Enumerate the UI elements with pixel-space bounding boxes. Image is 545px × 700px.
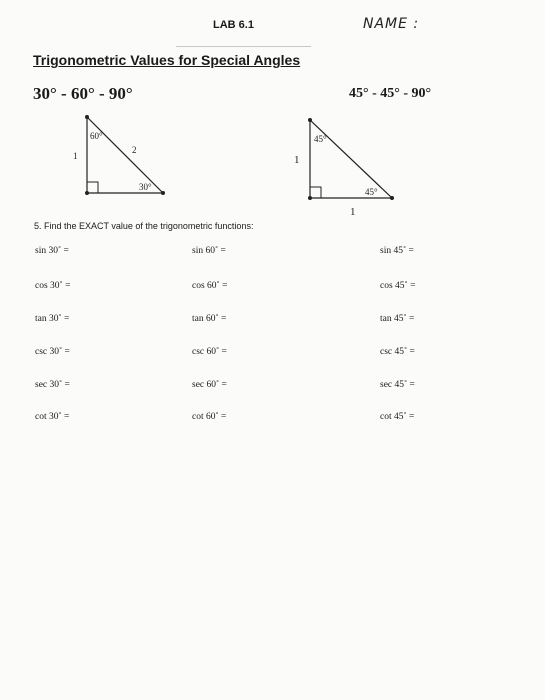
triangle-45-45-90-heading: 45° - 45° - 90° — [349, 86, 432, 101]
prompt-cos-30: cos 30˚ = — [35, 281, 71, 291]
leg-label-horizontal: 1 — [350, 206, 356, 218]
prompt-sec-45: sec 45˚ = — [380, 380, 415, 390]
angle-label-45-top: 45° — [314, 134, 327, 144]
angle-label-45-bottom: 45° — [365, 187, 378, 197]
prompt-csc-45: csc 45˚ = — [380, 347, 415, 357]
prompt-cos-60: cos 60˚ = — [192, 281, 228, 291]
triangle-30-60-90 — [85, 115, 165, 195]
prompt-sin-30: sin 30˚ = — [35, 246, 69, 256]
prompt-cot-45: cot 45˚ = — [380, 412, 415, 422]
name-label: NAME : — [363, 16, 420, 32]
prompt-tan-45: tan 45˚ = — [380, 314, 415, 324]
prompt-tan-60: tan 60˚ = — [192, 314, 227, 324]
prompt-csc-30: csc 30˚ = — [35, 347, 70, 357]
prompt-sin-60: sin 60˚ = — [192, 246, 226, 256]
page-title: Trigonometric Values for Special Angles — [33, 52, 301, 68]
angle-label-30: 30° — [139, 182, 152, 192]
triangle-30-60-90-heading: 30° - 60° - 90° — [33, 84, 133, 103]
prompt-sec-60: sec 60˚ = — [192, 380, 227, 390]
leg-label-vertical: 1 — [294, 154, 300, 166]
prompt-tan-30: tan 30˚ = — [35, 314, 70, 324]
triangle-45-45-90 — [308, 118, 394, 200]
vertical-side-label: 1 — [73, 151, 78, 161]
instruction-text: 5. Find the EXACT value of the trigonometric functions: — [34, 221, 254, 231]
hypotenuse-label: 2 — [132, 145, 137, 155]
prompt-sin-45: sin 45˚ = — [380, 246, 414, 256]
lab-title: LAB 6.1 — [213, 19, 254, 31]
prompt-cot-30: cot 30˚ = — [35, 412, 70, 422]
prompt-sec-30: sec 30˚ = — [35, 380, 70, 390]
angle-label-60: 60° — [90, 131, 103, 141]
prompt-csc-60: csc 60˚ = — [192, 347, 227, 357]
prompt-cos-45: cos 45˚ = — [380, 281, 416, 291]
prompt-cot-60: cot 60˚ = — [192, 412, 227, 422]
